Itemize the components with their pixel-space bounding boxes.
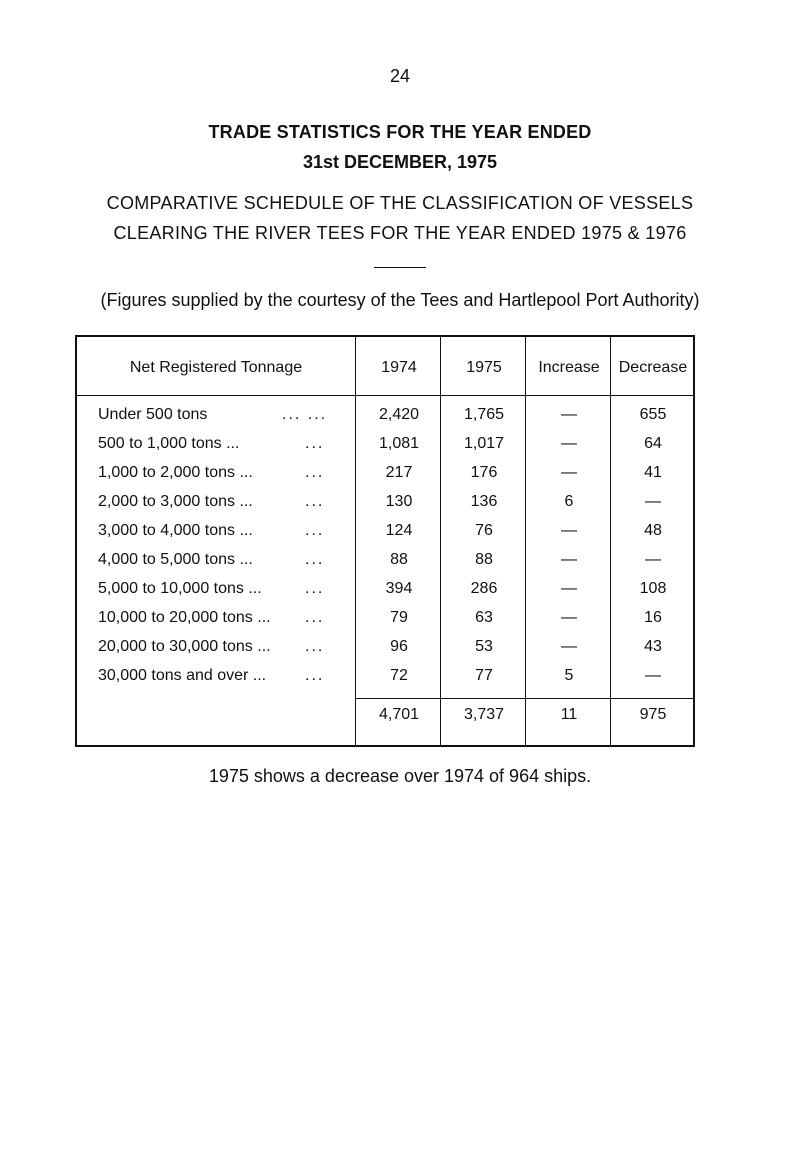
table-row: [77, 609, 693, 637]
cell-decrease: 41: [644, 464, 662, 481]
table-row: [77, 667, 693, 695]
cell-1974: 96: [390, 638, 408, 655]
cell-increase: —: [561, 551, 577, 568]
row-label: 30,000 tons and over ...: [98, 667, 267, 684]
subtitle-line-1: COMPARATIVE SCHEDULE OF THE CLASSIFICATION OF VESSELS: [106, 193, 694, 213]
header-1975: 1975: [466, 359, 502, 376]
cell-1975: 136: [470, 493, 498, 510]
tonnage-table: [75, 335, 695, 747]
header-net-registered-tonnage: Net Registered Tonnage: [129, 359, 303, 376]
row-label: 20,000 to 30,000 tons ...: [98, 638, 271, 655]
cell-increase: —: [561, 406, 577, 423]
row-leader-dots: ...: [305, 638, 325, 655]
cell-1974: 217: [385, 464, 413, 481]
cell-1975: 88: [475, 551, 493, 568]
row-label: 5,000 to 10,000 tons ...: [98, 580, 262, 597]
cell-decrease: 48: [644, 522, 662, 539]
cell-decrease: 64: [644, 435, 662, 452]
cell-1975: 286: [470, 580, 498, 597]
cell-1974: 130: [385, 493, 413, 510]
row-label: 500 to 1,000 tons ...: [98, 435, 240, 452]
cell-increase: —: [561, 580, 577, 597]
row-label: Under 500 tons: [98, 406, 208, 423]
cell-decrease: —: [645, 551, 661, 568]
cell-1974: 2,420: [378, 406, 420, 423]
table-row: [77, 493, 693, 521]
table-row: [77, 435, 693, 463]
cell-1974: 79: [390, 609, 408, 626]
table-row: [77, 580, 693, 608]
title-line-2: 31st DECEMBER, 1975: [302, 152, 498, 172]
cell-decrease: 655: [639, 406, 667, 423]
cell-increase: —: [561, 435, 577, 452]
cell-increase: 6: [564, 493, 574, 510]
page-number: 24: [389, 66, 411, 86]
cell-increase: —: [561, 464, 577, 481]
cell-1975: 63: [475, 609, 493, 626]
row-label: 4,000 to 5,000 tons ...: [98, 551, 253, 568]
footer-note: 1975 shows a decrease over 1974 of 964 ships.: [208, 766, 592, 786]
cell-1974: 124: [385, 522, 413, 539]
cell-decrease: —: [645, 667, 661, 684]
row-leader-dots: ...: [305, 464, 325, 481]
row-label: 3,000 to 4,000 tons ...: [98, 522, 253, 539]
row-label: 2,000 to 3,000 tons ...: [98, 493, 253, 510]
cell-increase: —: [561, 609, 577, 626]
subtitle-line-2: CLEARING THE RIVER TEES FOR THE YEAR ENDED 1975 & 1976: [113, 223, 687, 243]
divider-rule: [374, 267, 426, 268]
header-decrease: Decrease: [618, 359, 688, 376]
row-leader-dots: ...: [305, 580, 325, 597]
cell-increase: —: [561, 638, 577, 655]
table-row: [77, 638, 693, 666]
cell-decrease: 43: [644, 638, 662, 655]
cell-decrease: 16: [644, 609, 662, 626]
row-leader-dots: ... ...: [282, 406, 328, 423]
row-leader-dots: ...: [305, 435, 325, 452]
table-row: [77, 464, 693, 492]
row-leader-dots: ...: [305, 609, 325, 626]
cell-1974: 394: [385, 580, 413, 597]
cell-1975: 76: [475, 522, 493, 539]
cell-increase: —: [561, 522, 577, 539]
row-leader-dots: ...: [305, 667, 325, 684]
cell-1975: 77: [475, 667, 493, 684]
cell-1975: 1,017: [463, 435, 505, 452]
table-row: [77, 406, 693, 434]
total-increase: 11: [560, 706, 578, 723]
row-leader-dots: ...: [305, 493, 325, 510]
total-1974: 4,701: [378, 706, 420, 723]
header-increase: Increase: [538, 359, 600, 376]
cell-1975: 1,765: [463, 406, 505, 423]
cell-increase: 5: [564, 667, 574, 684]
total-decrease: 975: [639, 706, 667, 723]
cell-1974: 88: [390, 551, 408, 568]
credit-note: (Figures supplied by the courtesy of the Tees and Hartlepool Port Authority): [100, 290, 700, 310]
totals-divider: [356, 698, 693, 699]
cell-1974: 1,081: [378, 435, 420, 452]
header-divider: [77, 395, 693, 396]
total-1975: 3,737: [463, 706, 505, 723]
row-label: 1,000 to 2,000 tons ...: [98, 464, 253, 481]
row-label: 10,000 to 20,000 tons ...: [98, 609, 271, 626]
title-line-1: TRADE STATISTICS FOR THE YEAR ENDED: [208, 122, 592, 142]
cell-decrease: 108: [639, 580, 667, 597]
cell-1974: 72: [390, 667, 408, 684]
row-leader-dots: ...: [305, 551, 325, 568]
header-1974: 1974: [381, 359, 417, 376]
table-row: [77, 551, 693, 579]
row-leader-dots: ...: [305, 522, 325, 539]
table-row: [77, 522, 693, 550]
cell-1975: 53: [475, 638, 493, 655]
cell-decrease: —: [645, 493, 661, 510]
cell-1975: 176: [470, 464, 498, 481]
